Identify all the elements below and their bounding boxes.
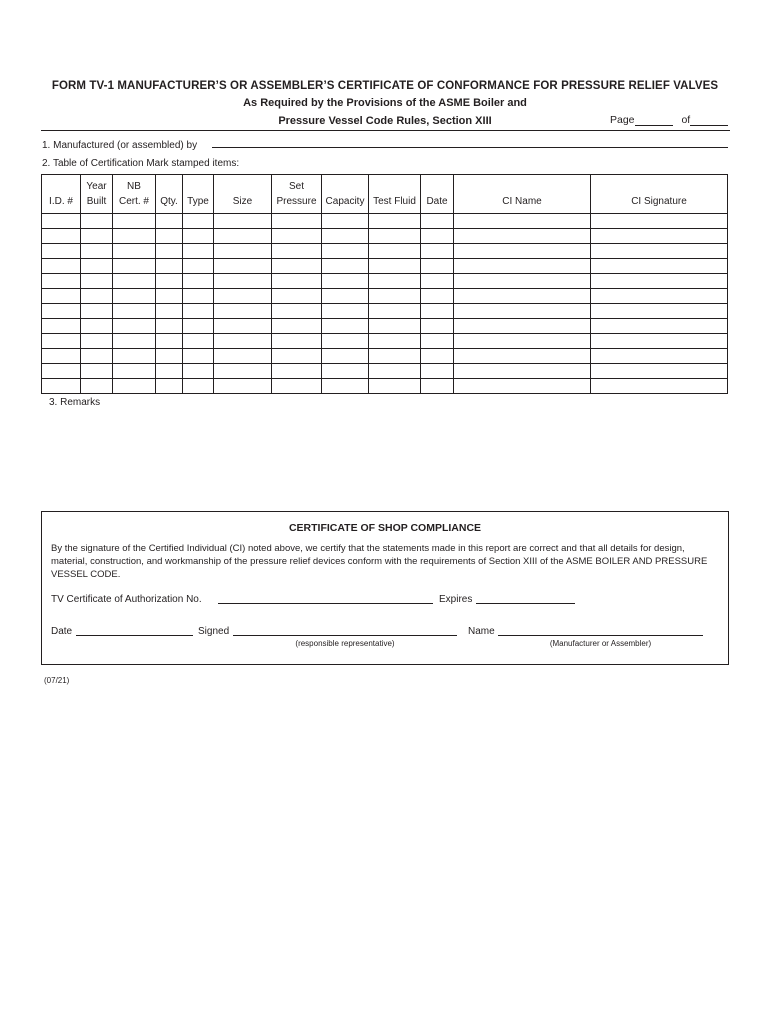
table-cell[interactable]	[81, 274, 113, 289]
form-revision: (07/21)	[44, 676, 70, 685]
table-cell[interactable]	[113, 304, 156, 319]
table-cell[interactable]	[156, 259, 183, 274]
table-cell[interactable]	[113, 289, 156, 304]
table-cell[interactable]	[156, 304, 183, 319]
table-cell[interactable]	[214, 364, 272, 379]
column-header-line1	[183, 179, 213, 194]
table-row	[42, 364, 728, 379]
table-cell[interactable]	[183, 349, 214, 364]
table-cell[interactable]	[272, 349, 322, 364]
manufactured-by-label: 1. Manufactured (or assembled) by	[42, 140, 198, 151]
table-cell[interactable]	[322, 334, 369, 349]
table-row	[42, 379, 728, 394]
table-cell[interactable]	[214, 334, 272, 349]
table-cell[interactable]	[369, 274, 421, 289]
table-cell[interactable]	[454, 214, 591, 229]
table-cell[interactable]	[421, 244, 454, 259]
table-cell[interactable]	[591, 259, 728, 274]
signed-caption: (responsible representative)	[295, 639, 395, 648]
table-cell[interactable]	[369, 304, 421, 319]
table-cell[interactable]	[42, 379, 81, 394]
table-cell[interactable]	[42, 334, 81, 349]
table-cell[interactable]	[81, 229, 113, 244]
table-cell[interactable]	[214, 289, 272, 304]
table-cell[interactable]	[322, 319, 369, 334]
tv-authorization-label: TV Certificate of Authorization No.	[51, 594, 202, 605]
manufactured-by-field[interactable]	[212, 147, 728, 148]
expires-label: Expires	[439, 594, 473, 605]
table-cell[interactable]	[183, 319, 214, 334]
form-subtitle-line2: Pressure Vessel Code Rules, Section XIII	[278, 115, 492, 127]
table-cell[interactable]	[421, 289, 454, 304]
name-label: Name	[468, 626, 495, 637]
table-cell[interactable]	[369, 214, 421, 229]
table-cell[interactable]	[421, 304, 454, 319]
table-cell[interactable]	[454, 379, 591, 394]
table-cell[interactable]	[214, 229, 272, 244]
table-cell[interactable]	[81, 364, 113, 379]
table-cell[interactable]	[421, 349, 454, 364]
table-cell[interactable]	[322, 379, 369, 394]
table-cell[interactable]	[591, 289, 728, 304]
table-cell[interactable]	[156, 274, 183, 289]
table-cell[interactable]	[454, 259, 591, 274]
column-header-line2: Pressure	[276, 196, 317, 207]
table-cell[interactable]	[113, 349, 156, 364]
column-header	[113, 175, 156, 214]
table-cell[interactable]	[183, 274, 214, 289]
date-field[interactable]	[76, 635, 193, 636]
table-cell[interactable]	[421, 274, 454, 289]
table-cell[interactable]	[113, 244, 156, 259]
table-cell[interactable]	[421, 379, 454, 394]
signed-label: Signed	[198, 626, 230, 637]
column-header-line1	[322, 179, 368, 194]
header-divider	[41, 130, 730, 131]
tv-authorization-field[interactable]	[218, 603, 433, 604]
table-cell[interactable]	[369, 244, 421, 259]
table-cell[interactable]	[42, 244, 81, 259]
table-cell[interactable]	[214, 214, 272, 229]
table-cell[interactable]	[42, 214, 81, 229]
table-cell[interactable]	[454, 304, 591, 319]
table-cell[interactable]	[591, 349, 728, 364]
table-cell[interactable]	[156, 349, 183, 364]
table-cell[interactable]	[183, 334, 214, 349]
table-cell[interactable]	[42, 364, 81, 379]
column-header	[183, 175, 214, 214]
table-cell[interactable]	[591, 364, 728, 379]
column-header	[454, 175, 591, 214]
table-cell[interactable]	[183, 244, 214, 259]
table-cell[interactable]	[272, 274, 322, 289]
table-cell[interactable]	[183, 379, 214, 394]
table-cell[interactable]	[214, 319, 272, 334]
table-cell[interactable]	[156, 289, 183, 304]
table-cell[interactable]	[42, 229, 81, 244]
table-cell[interactable]	[42, 304, 81, 319]
column-header	[421, 175, 454, 214]
table-cell[interactable]	[81, 349, 113, 364]
column-header-line2: Qty.	[160, 196, 178, 207]
column-header-line1: Year	[86, 181, 107, 192]
table-cell[interactable]	[272, 334, 322, 349]
table-cell[interactable]	[591, 319, 728, 334]
table-cell[interactable]	[591, 244, 728, 259]
table-cell[interactable]	[113, 319, 156, 334]
table-cell[interactable]	[454, 349, 591, 364]
column-header-line1	[156, 179, 182, 194]
table-cell[interactable]	[322, 349, 369, 364]
table-cell[interactable]	[214, 304, 272, 319]
table-cell[interactable]	[369, 229, 421, 244]
table-cell[interactable]	[369, 259, 421, 274]
table-cell[interactable]	[183, 214, 214, 229]
column-header-line1	[421, 179, 453, 194]
table-cell[interactable]	[183, 259, 214, 274]
column-header-line2: Built	[86, 196, 107, 207]
signed-field[interactable]	[233, 635, 457, 636]
column-header-line1	[369, 179, 420, 194]
table-row	[42, 259, 728, 274]
table-cell[interactable]	[369, 319, 421, 334]
table-cell[interactable]	[42, 259, 81, 274]
column-header-line1	[214, 179, 271, 194]
table-cell[interactable]	[272, 364, 322, 379]
page-label: Page	[610, 114, 635, 126]
column-header-line2: I.D. #	[49, 196, 73, 207]
table-cell[interactable]	[113, 364, 156, 379]
column-header-line2: Date	[426, 196, 448, 207]
table-row	[42, 349, 728, 364]
table-cell[interactable]	[183, 289, 214, 304]
name-caption: (Manufacturer or Assembler)	[549, 639, 652, 648]
table-cell[interactable]	[272, 214, 322, 229]
column-header-line1: NB	[127, 181, 141, 192]
table-cell[interactable]	[591, 274, 728, 289]
table-cell[interactable]	[591, 334, 728, 349]
table-cell[interactable]	[81, 379, 113, 394]
table-row	[42, 304, 728, 319]
column-header	[369, 175, 421, 214]
table-row	[42, 289, 728, 304]
certificate-statement: By the signature of the Certified Individual (CI) noted above, we certify that the statements made in this report are correct and that all details for design, material, construction, and workmanship of the pressure relief devices conform with the requirements of Section XIII of the ASME BOILER AND PRESSURE VESSEL CODE.	[51, 543, 708, 580]
table-cell[interactable]	[421, 229, 454, 244]
table-row	[42, 274, 728, 289]
table-cell[interactable]	[81, 319, 113, 334]
table-cell[interactable]	[156, 229, 183, 244]
table-cell[interactable]	[322, 304, 369, 319]
table-cell[interactable]	[421, 259, 454, 274]
table-cell[interactable]	[454, 274, 591, 289]
table-cell[interactable]	[591, 379, 728, 394]
table-cell[interactable]	[42, 274, 81, 289]
column-header-line1	[454, 179, 590, 194]
table-cell[interactable]	[81, 289, 113, 304]
table-cell[interactable]	[369, 334, 421, 349]
table-cell[interactable]	[454, 244, 591, 259]
table-cell[interactable]	[214, 274, 272, 289]
table-cell[interactable]	[322, 214, 369, 229]
table-cell[interactable]	[183, 364, 214, 379]
column-header-line2: CI Signature	[631, 196, 687, 207]
form-subtitle-line1: As Required by the Provisions of the ASME Boiler and	[243, 97, 527, 109]
table-cell[interactable]	[113, 214, 156, 229]
table-cell[interactable]	[113, 334, 156, 349]
form-title: FORM TV-1 MANUFACTURER’S OR ASSEMBLER’S CERTIFICATE OF CONFORMANCE FOR PRESSURE RELIEF VALVES	[51, 80, 719, 92]
table-cell[interactable]	[81, 304, 113, 319]
remarks-label: 3. Remarks	[49, 397, 101, 408]
table-cell[interactable]	[81, 334, 113, 349]
table-row	[42, 244, 728, 259]
table-cell[interactable]	[214, 259, 272, 274]
table-cell[interactable]	[322, 274, 369, 289]
table-cell[interactable]	[421, 319, 454, 334]
table-cell[interactable]	[81, 259, 113, 274]
table-cell[interactable]	[454, 319, 591, 334]
table-cell[interactable]	[156, 214, 183, 229]
table-cell[interactable]	[322, 244, 369, 259]
table-header-row	[42, 175, 728, 214]
column-header	[272, 175, 322, 214]
column-header	[214, 175, 272, 214]
column-header	[156, 175, 183, 214]
table-cell[interactable]	[156, 364, 183, 379]
column-header-line2: Test Fluid	[373, 196, 416, 207]
table-cell[interactable]	[272, 304, 322, 319]
column-header-line1	[42, 179, 80, 194]
table-cell[interactable]	[183, 229, 214, 244]
page-number-field	[610, 114, 728, 126]
table-cell[interactable]	[272, 289, 322, 304]
table-cell[interactable]	[42, 349, 81, 364]
table-cell[interactable]	[369, 349, 421, 364]
column-header	[322, 175, 369, 214]
table-cell[interactable]	[81, 214, 113, 229]
table-cell[interactable]	[272, 379, 322, 394]
table-cell[interactable]	[322, 259, 369, 274]
table-caption: 2. Table of Certification Mark stamped items:	[42, 158, 240, 169]
column-header-line2: Size	[232, 196, 253, 207]
column-header-line2: Type	[187, 196, 209, 207]
table-cell[interactable]	[454, 364, 591, 379]
column-header-line2: Cert. #	[118, 196, 149, 207]
table-cell[interactable]	[369, 289, 421, 304]
table-cell[interactable]	[81, 244, 113, 259]
table-cell[interactable]	[421, 214, 454, 229]
table-cell[interactable]	[113, 274, 156, 289]
table-cell[interactable]	[272, 319, 322, 334]
table-cell[interactable]	[156, 319, 183, 334]
page-total-input[interactable]	[690, 115, 728, 126]
table-cell[interactable]	[156, 334, 183, 349]
table-row	[42, 319, 728, 334]
table-cell[interactable]	[591, 304, 728, 319]
table-cell[interactable]	[421, 364, 454, 379]
certificate-title: CERTIFICATE OF SHOP COMPLIANCE	[288, 522, 482, 534]
column-header-line2: CI Name	[502, 196, 542, 207]
table-row	[42, 229, 728, 244]
certification-items-table	[41, 174, 728, 394]
table-cell[interactable]	[42, 289, 81, 304]
table-cell[interactable]	[214, 379, 272, 394]
table-cell[interactable]	[322, 364, 369, 379]
table-cell[interactable]	[454, 229, 591, 244]
table-cell[interactable]	[113, 229, 156, 244]
table-cell[interactable]	[42, 319, 81, 334]
expires-field[interactable]	[476, 603, 575, 604]
table-cell[interactable]	[156, 244, 183, 259]
table-row	[42, 214, 728, 229]
table-cell[interactable]	[183, 304, 214, 319]
tv-authorization-row	[51, 594, 202, 605]
table-cell[interactable]	[113, 259, 156, 274]
column-header-line1: Set	[288, 181, 304, 192]
column-header	[42, 175, 81, 214]
date-label: Date	[51, 626, 73, 637]
page-number-input[interactable]	[635, 115, 673, 126]
table-cell[interactable]	[272, 259, 322, 274]
table-cell[interactable]	[369, 379, 421, 394]
table-cell[interactable]	[591, 229, 728, 244]
column-header-line2: Capacity	[325, 196, 365, 207]
of-label: of	[681, 114, 691, 126]
table-cell[interactable]	[421, 334, 454, 349]
column-header	[81, 175, 113, 214]
table-cell[interactable]	[113, 379, 156, 394]
column-header-line1	[591, 179, 727, 194]
table-cell[interactable]	[156, 379, 183, 394]
table-cell[interactable]	[272, 244, 322, 259]
table-cell[interactable]	[272, 229, 322, 244]
table-cell[interactable]	[214, 244, 272, 259]
column-header	[591, 175, 728, 214]
table-row	[42, 334, 728, 349]
table-cell[interactable]	[322, 289, 369, 304]
table-cell[interactable]	[369, 364, 421, 379]
table-cell[interactable]	[591, 214, 728, 229]
table-cell[interactable]	[454, 289, 591, 304]
name-field[interactable]	[498, 635, 703, 636]
table-cell[interactable]	[214, 349, 272, 364]
table-cell[interactable]	[322, 229, 369, 244]
table-cell[interactable]	[454, 334, 591, 349]
